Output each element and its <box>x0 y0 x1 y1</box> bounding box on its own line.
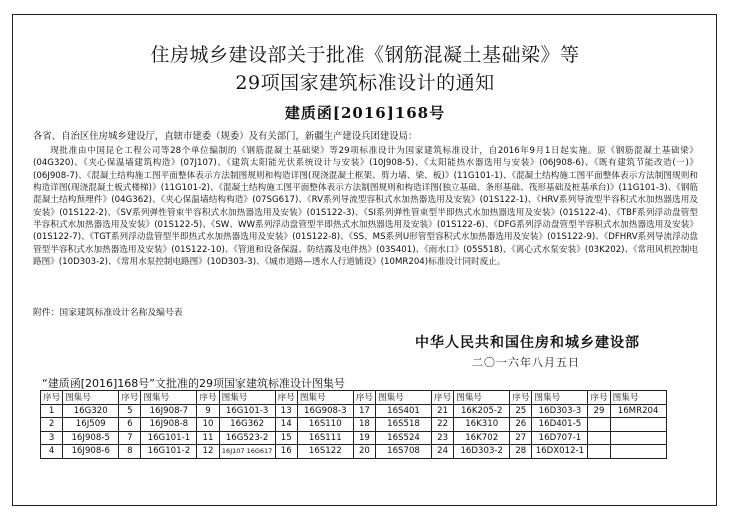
notice-title-line2: 29项国家建筑标准设计的通知 <box>235 72 495 94</box>
atlas-code: 16S110 <box>297 418 353 432</box>
serial-number: 25 <box>510 404 532 418</box>
atlas-code: 16J908-5 <box>63 431 119 445</box>
atlas-code <box>610 445 666 459</box>
table-row <box>41 445 667 459</box>
document-number: 建质函[2016]168号 <box>284 104 446 122</box>
serial-number: 14 <box>275 418 297 432</box>
atlas-code <box>610 431 666 445</box>
serial-number <box>588 431 610 445</box>
notice-body: 现批准由中国昆仑工程公司等28个单位编制的《钢筋混凝土基础梁》等29项标准设计为国家建筑标准设计，自2016年9月1日起实施。原《钢筋混凝土基础梁》(04G320)、《夹心保温墙建筑构造》(07J107)、《建筑太阳能光伏系统设计与安装》(10J908-5)、《太阳能热水器选用与安装》(06J908-6)、《既有建筑节能改造(一)》(06J908-7)、《混凝土结构施工图平面整体表示方法制图规则和构造详图(现浇混凝土框架、剪力墙、梁、板)》(11G101-1)、《混凝土结构施工图平面整体表示方法制图规则和构造详图(现浇混凝土板式楼梯)》(11G101-2)、《混凝土结构施工图平面整体表示方法制图规则和构造详图(独立基础、条形基础、筏形基础及桩基承台)》(11G101-3)、《钢筋混凝土结构预埋件》(04G362)、《夹心保温墙结构构造》(07SG617)、《RV系列导流型容积式水加热器选用及安装》(01S122-1)、《HRV系列导流型半容积式水加热器选用及安装》(01S122-2)、《SV系列弹性管束半容积式水加热器选用及安装》(01S122-3)、《SI系列弹性管束型半即热式水加热器选用及安装》(01S122-4)、《TBF系列浮动盘管型半容积式水加热器选用及安装》(01S122-5)、《SW、WW系列浮动盘管型半即热式水加热器选用及安装》(01S122-6)、《DFG系列浮动盘管型半容积式水加热器选用及安装》(01S122-7)、《TGT系列浮动盘管型半即热式水加热器选用及安装》(01S122-8)、《SS、MS系列U形管型容积式水加热器选用及安装》(01S122-9)、《DFHRV系列导流浮动盘管型半容积式水加热器选用及安装》(01S122-10)、《管道和设备保温、防结露及电伴热》(03S401)、《雨水口》(05S518)、《离心式水泵安装》(03K202)、《常用风机控制电路图》(10D303-2)、《常用水泵控制电路图》(10D303-3)、《城市道路—透水人行道铺设》(10MR204)标准设计同时废止。 <box>33 146 698 268</box>
atlas-code: 16DX012-1 <box>532 445 588 459</box>
atlas-code: 16D303-2 <box>454 445 510 459</box>
atlas-code: 16G908-3 <box>297 404 353 418</box>
header-no: 序号 <box>353 391 375 405</box>
atlas-code: 16G362 <box>219 418 275 432</box>
serial-number: 11 <box>197 431 219 445</box>
serial-number: 1 <box>41 404 63 418</box>
header-code: 图集号 <box>63 391 119 405</box>
serial-number <box>588 445 610 459</box>
atlas-code: 16J107 16G617 <box>219 445 275 459</box>
attachment-note: 附件：国家建筑标准设计名称及编号表 <box>33 308 183 318</box>
atlas-code: 16D401-5 <box>532 418 588 432</box>
header-code: 图集号 <box>532 391 588 405</box>
serial-number: 21 <box>432 404 454 418</box>
atlas-code: 16J908-6 <box>63 445 119 459</box>
header-no: 序号 <box>588 391 610 405</box>
atlas-code: 16S111 <box>297 431 353 445</box>
table-header-row <box>41 391 667 405</box>
issue-date: 二〇一六年八月五日 <box>472 356 580 369</box>
atlas-code: 16K702 <box>454 431 510 445</box>
serial-number: 22 <box>432 418 454 432</box>
header-code: 图集号 <box>297 391 353 405</box>
serial-number <box>588 418 610 432</box>
serial-number: 16 <box>275 445 297 459</box>
serial-number: 24 <box>432 445 454 459</box>
atlas-code: 16K205-2 <box>454 404 510 418</box>
atlas-code: 16S708 <box>376 445 432 459</box>
serial-number: 12 <box>197 445 219 459</box>
serial-number: 13 <box>275 404 297 418</box>
header-code: 图集号 <box>376 391 432 405</box>
serial-number: 28 <box>510 445 532 459</box>
atlas-code: 16S401 <box>376 404 432 418</box>
header-no: 序号 <box>41 391 63 405</box>
serial-number: 8 <box>119 445 141 459</box>
atlas-code: 16G101-2 <box>141 445 197 459</box>
serial-number: 26 <box>510 418 532 432</box>
header-no: 序号 <box>275 391 297 405</box>
header-code: 图集号 <box>219 391 275 405</box>
atlas-code: 16J908-8 <box>141 418 197 432</box>
serial-number: 7 <box>119 431 141 445</box>
atlas-code: 16S122 <box>297 445 353 459</box>
atlas-code: 16J509 <box>63 418 119 432</box>
header-code: 图集号 <box>610 391 666 405</box>
header-no: 序号 <box>119 391 141 405</box>
atlas-code: 16G101-3 <box>219 404 275 418</box>
table-title: “建质函[2016]168号”文批准的29项国家建筑标准设计图集号 <box>42 377 345 390</box>
table-row <box>41 404 667 418</box>
atlas-code: 16S524 <box>376 431 432 445</box>
atlas-code: 16J908-7 <box>141 404 197 418</box>
serial-number: 9 <box>197 404 219 418</box>
atlas-code <box>610 418 666 432</box>
serial-number: 15 <box>275 431 297 445</box>
serial-number: 23 <box>432 431 454 445</box>
serial-number: 10 <box>197 418 219 432</box>
serial-number: 5 <box>119 404 141 418</box>
header-no: 序号 <box>432 391 454 405</box>
addressee: 各省、自治区住房城乡建设厅，直辖市建委（规委）及有关部门，新疆生产建设兵团建设局： <box>33 131 418 142</box>
serial-number: 3 <box>41 431 63 445</box>
atlas-code: 16D707-1 <box>532 431 588 445</box>
notice-title-line1: 住房城乡建设部关于批准《钢筋混凝土基础梁》等 <box>150 44 580 66</box>
serial-number: 17 <box>353 404 375 418</box>
header-no: 序号 <box>510 391 532 405</box>
atlas-code: 16G320 <box>63 404 119 418</box>
serial-number: 4 <box>41 445 63 459</box>
serial-number: 20 <box>353 445 375 459</box>
atlas-code: 16G101-1 <box>141 431 197 445</box>
serial-number: 2 <box>41 418 63 432</box>
header-no: 序号 <box>197 391 219 405</box>
serial-number: 19 <box>353 431 375 445</box>
atlas-code: 16S518 <box>376 418 432 432</box>
atlas-number-table <box>40 390 667 459</box>
atlas-code: 16MR204 <box>610 404 666 418</box>
atlas-code: 16K310 <box>454 418 510 432</box>
serial-number: 6 <box>119 418 141 432</box>
header-code: 图集号 <box>454 391 510 405</box>
serial-number: 27 <box>510 431 532 445</box>
atlas-code: 16G523-2 <box>219 431 275 445</box>
table-row <box>41 418 667 432</box>
issuing-authority: 中华人民共和国住房和城乡建设部 <box>415 335 640 351</box>
header-code: 图集号 <box>141 391 197 405</box>
table-row <box>41 431 667 445</box>
atlas-code: 16D303-3 <box>532 404 588 418</box>
serial-number: 18 <box>353 418 375 432</box>
serial-number: 29 <box>588 404 610 418</box>
